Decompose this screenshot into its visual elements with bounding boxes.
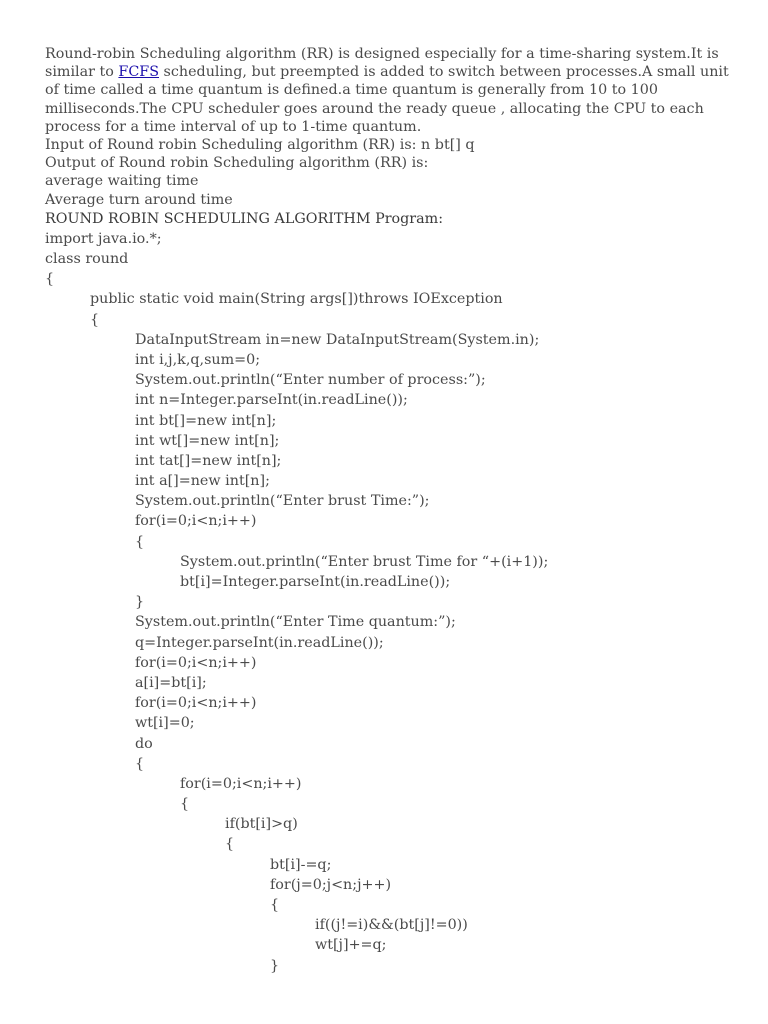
code-line: int tat[]=new int[n]; [135,452,282,469]
code-line: int i,j,k,q,sum=0; [135,351,261,368]
document-page [45,45,735,976]
code-line: q=Integer.parseInt(in.readLine()); [135,634,384,651]
code-listing [45,229,735,976]
code-line: if((j!=i)&&(bt[j]!=0)) [315,917,468,934]
code-line: int n=Integer.parseInt(in.readLine()); [135,392,408,409]
code-line: wt[i]=0; [135,715,195,732]
intro-text-before-link: Round-robin Scheduling algorithm (RR) is designed especially for a time-sharing system.It is similar to [45,46,719,81]
code-line: { [45,271,55,288]
code-line: System.out.println(“Enter brust Time for “+(i+1)); [180,553,549,570]
code-line: } [135,594,145,611]
code-line: for(i=0;i<n;i++) [180,775,302,792]
fcfs-link[interactable]: FCFS [118,64,159,81]
code-line: a[i]=bt[i]; [135,674,207,691]
code-line: { [180,796,190,813]
code-line: if(bt[i]>q) [225,816,298,833]
code-line: int wt[]=new int[n]; [135,432,280,449]
program-heading: ROUND ROBIN SCHEDULING ALGORITHM Program: [45,210,444,227]
code-line: public static void main(String args[])throws IOException [90,291,503,308]
code-line: wt[j]+=q; [315,937,387,954]
intro-text-after-link: scheduling, but preempted is added to switch between processes.A small unit of time called a time quantum is defined.a time quantum is generally from 10 to 100 milliseconds.The CPU scheduler goes around the ready queue , allocating the CPU to each process for a time interval of up to 1-time quantum. [45,64,729,135]
code-line: for(i=0;i<n;i++) [135,654,257,671]
code-line: { [135,755,145,772]
code-line: for(j=0;j<n;j++) [270,876,392,893]
code-line: class round [45,251,129,268]
code-line: for(i=0;i<n;i++) [135,513,257,530]
code-line: { [135,533,145,550]
code-line: import java.io.*; [45,230,162,247]
code-line: bt[i]-=q; [270,856,332,873]
code-line: DataInputStream in=new DataInputStream(System.in); [135,331,540,348]
code-line: } [270,957,280,974]
code-line: do [135,735,153,752]
code-line: System.out.println(“Enter brust Time:”); [135,493,430,510]
input-description: Input of Round robin Scheduling algorithm (RR) is: n bt[] q [45,137,475,154]
code-line: { [225,836,235,853]
code-line: for(i=0;i<n;i++) [135,695,257,712]
code-line: bt[i]=Integer.parseInt(in.readLine()); [180,574,451,591]
code-line: { [270,897,280,914]
code-line: int bt[]=new int[n]; [135,412,277,429]
code-line: System.out.println(“Enter number of process:”); [135,372,486,389]
code-line: int a[]=new int[n]; [135,473,270,490]
code-line: System.out.println(“Enter Time quantum:”); [135,614,456,631]
output-item-average-waiting-time: average waiting time [45,173,199,190]
output-description: Output of Round robin Scheduling algorithm (RR) is: [45,155,429,172]
code-line: { [90,311,100,328]
intro-paragraph [45,45,735,136]
output-item-average-turnaround-time: Average turn around time [45,191,233,208]
